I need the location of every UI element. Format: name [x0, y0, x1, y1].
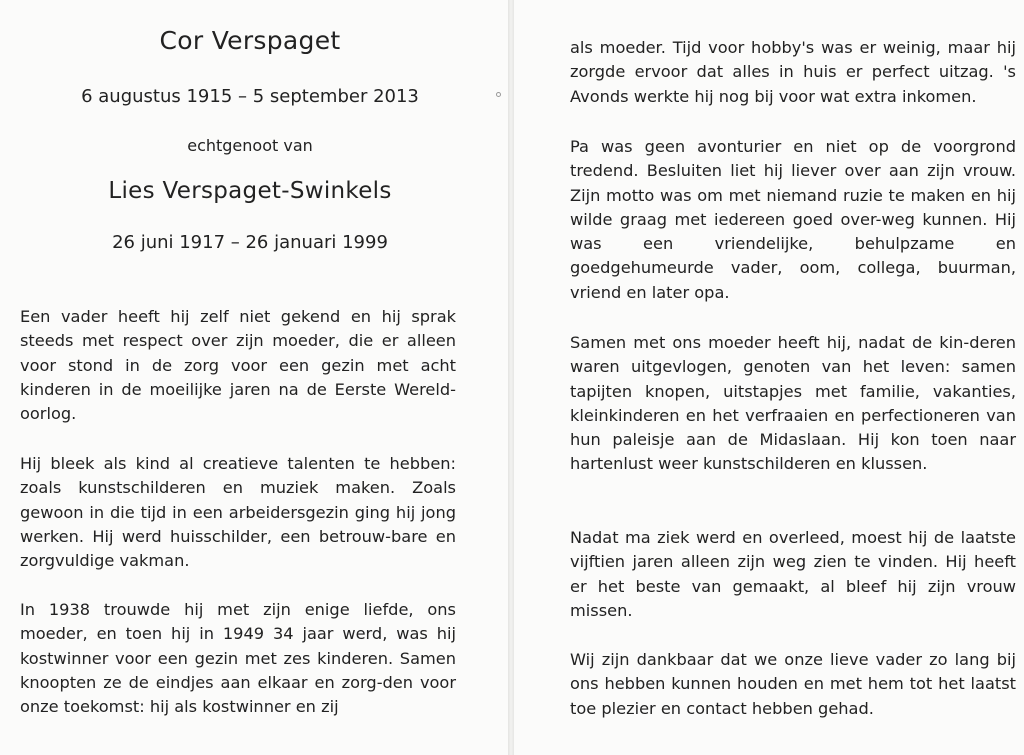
- paragraph: Hij bleek als kind al creatieve talenten te hebben: zoals kunstschilderen en muziek maken. Zoals gewoon in die tijd in een arbeidersgezin ging hij jong werken. Hij werd huisschilder, een betrouw-bare en zorgvuldige vakman.: [20, 454, 456, 571]
- paragraph: Nadat ma ziek werd en overleed, moest hij de laatste vijftien jaren alleen zijn weg zien te vinden. Hij heeft er het beste van gemaakt, al bleef hij zijn vrouw missen.: [570, 528, 1016, 620]
- spouse-name: Lies Verspaget-Swinkels: [108, 178, 392, 204]
- paragraph: Wij zijn dankbaar dat we onze lieve vader zo lang bij ons hebben kunnen houden en met hem tot het laatst toe plezier en contact hebben gehad.: [570, 650, 1016, 718]
- paragraph: Samen met ons moeder heeft hij, nadat de kin-deren waren uitgevlogen, genoten van het leven: samen tapijten knopen, uitstapjes met familie, vakanties, kleinkinderen en het verfraaien en perfectioneren van hun paleisje aan de Midaslaan. Hij kon toen naar hartenlust weer kunstschilderen en klussen.: [570, 333, 1016, 474]
- left-page: [0, 0, 508, 755]
- paragraph: Een vader heeft hij zelf niet gekend en hij sprak steeds met respect over zijn moeder, die er alleen voor stond in de zorg voor een gezin met acht kinderen in de moeilijke jaren na de Eerste Wereld-oorlog.: [20, 307, 456, 424]
- spouse-dates: 26 juni 1917 – 26 januari 1999: [112, 232, 388, 253]
- paper-speck: [496, 92, 501, 97]
- paragraph: In 1938 trouwde hij met zijn enige liefde, ons moeder, en toen hij in 1949 34 jaar werd, was hij kostwinner voor een gezin met zes kinderen. Samen knoopten ze de eindjes aan elkaar en zorg-den voor onze toekomst: hij als kostwinner en zij: [20, 600, 456, 717]
- deceased-name: Cor Verspaget: [159, 26, 341, 55]
- paragraph: Pa was geen avonturier en niet op de voorgrond tredend. Besluiten liet hij liever over aan zijn vrouw. Zijn motto was om met niemand ruzie te maken en hij wilde graag met iedereen goed over-weg kunnen. Hij was een vriendelijke, behulpzame en goedgehumeurde vader, oom, collega, buurman, vriend en later opa.: [570, 137, 1016, 302]
- paragraph: als moeder. Tijd voor hobby's was er weinig, maar hij zorgde ervoor dat alles in huis er perfect uitzag. 's Avonds werkte hij nog bij voor wat extra inkomen.: [570, 38, 1016, 106]
- deceased-dates: 6 augustus 1915 – 5 september 2013: [81, 86, 419, 107]
- spouse-intro: echtgenoot van: [187, 136, 313, 155]
- right-page: [514, 0, 1024, 755]
